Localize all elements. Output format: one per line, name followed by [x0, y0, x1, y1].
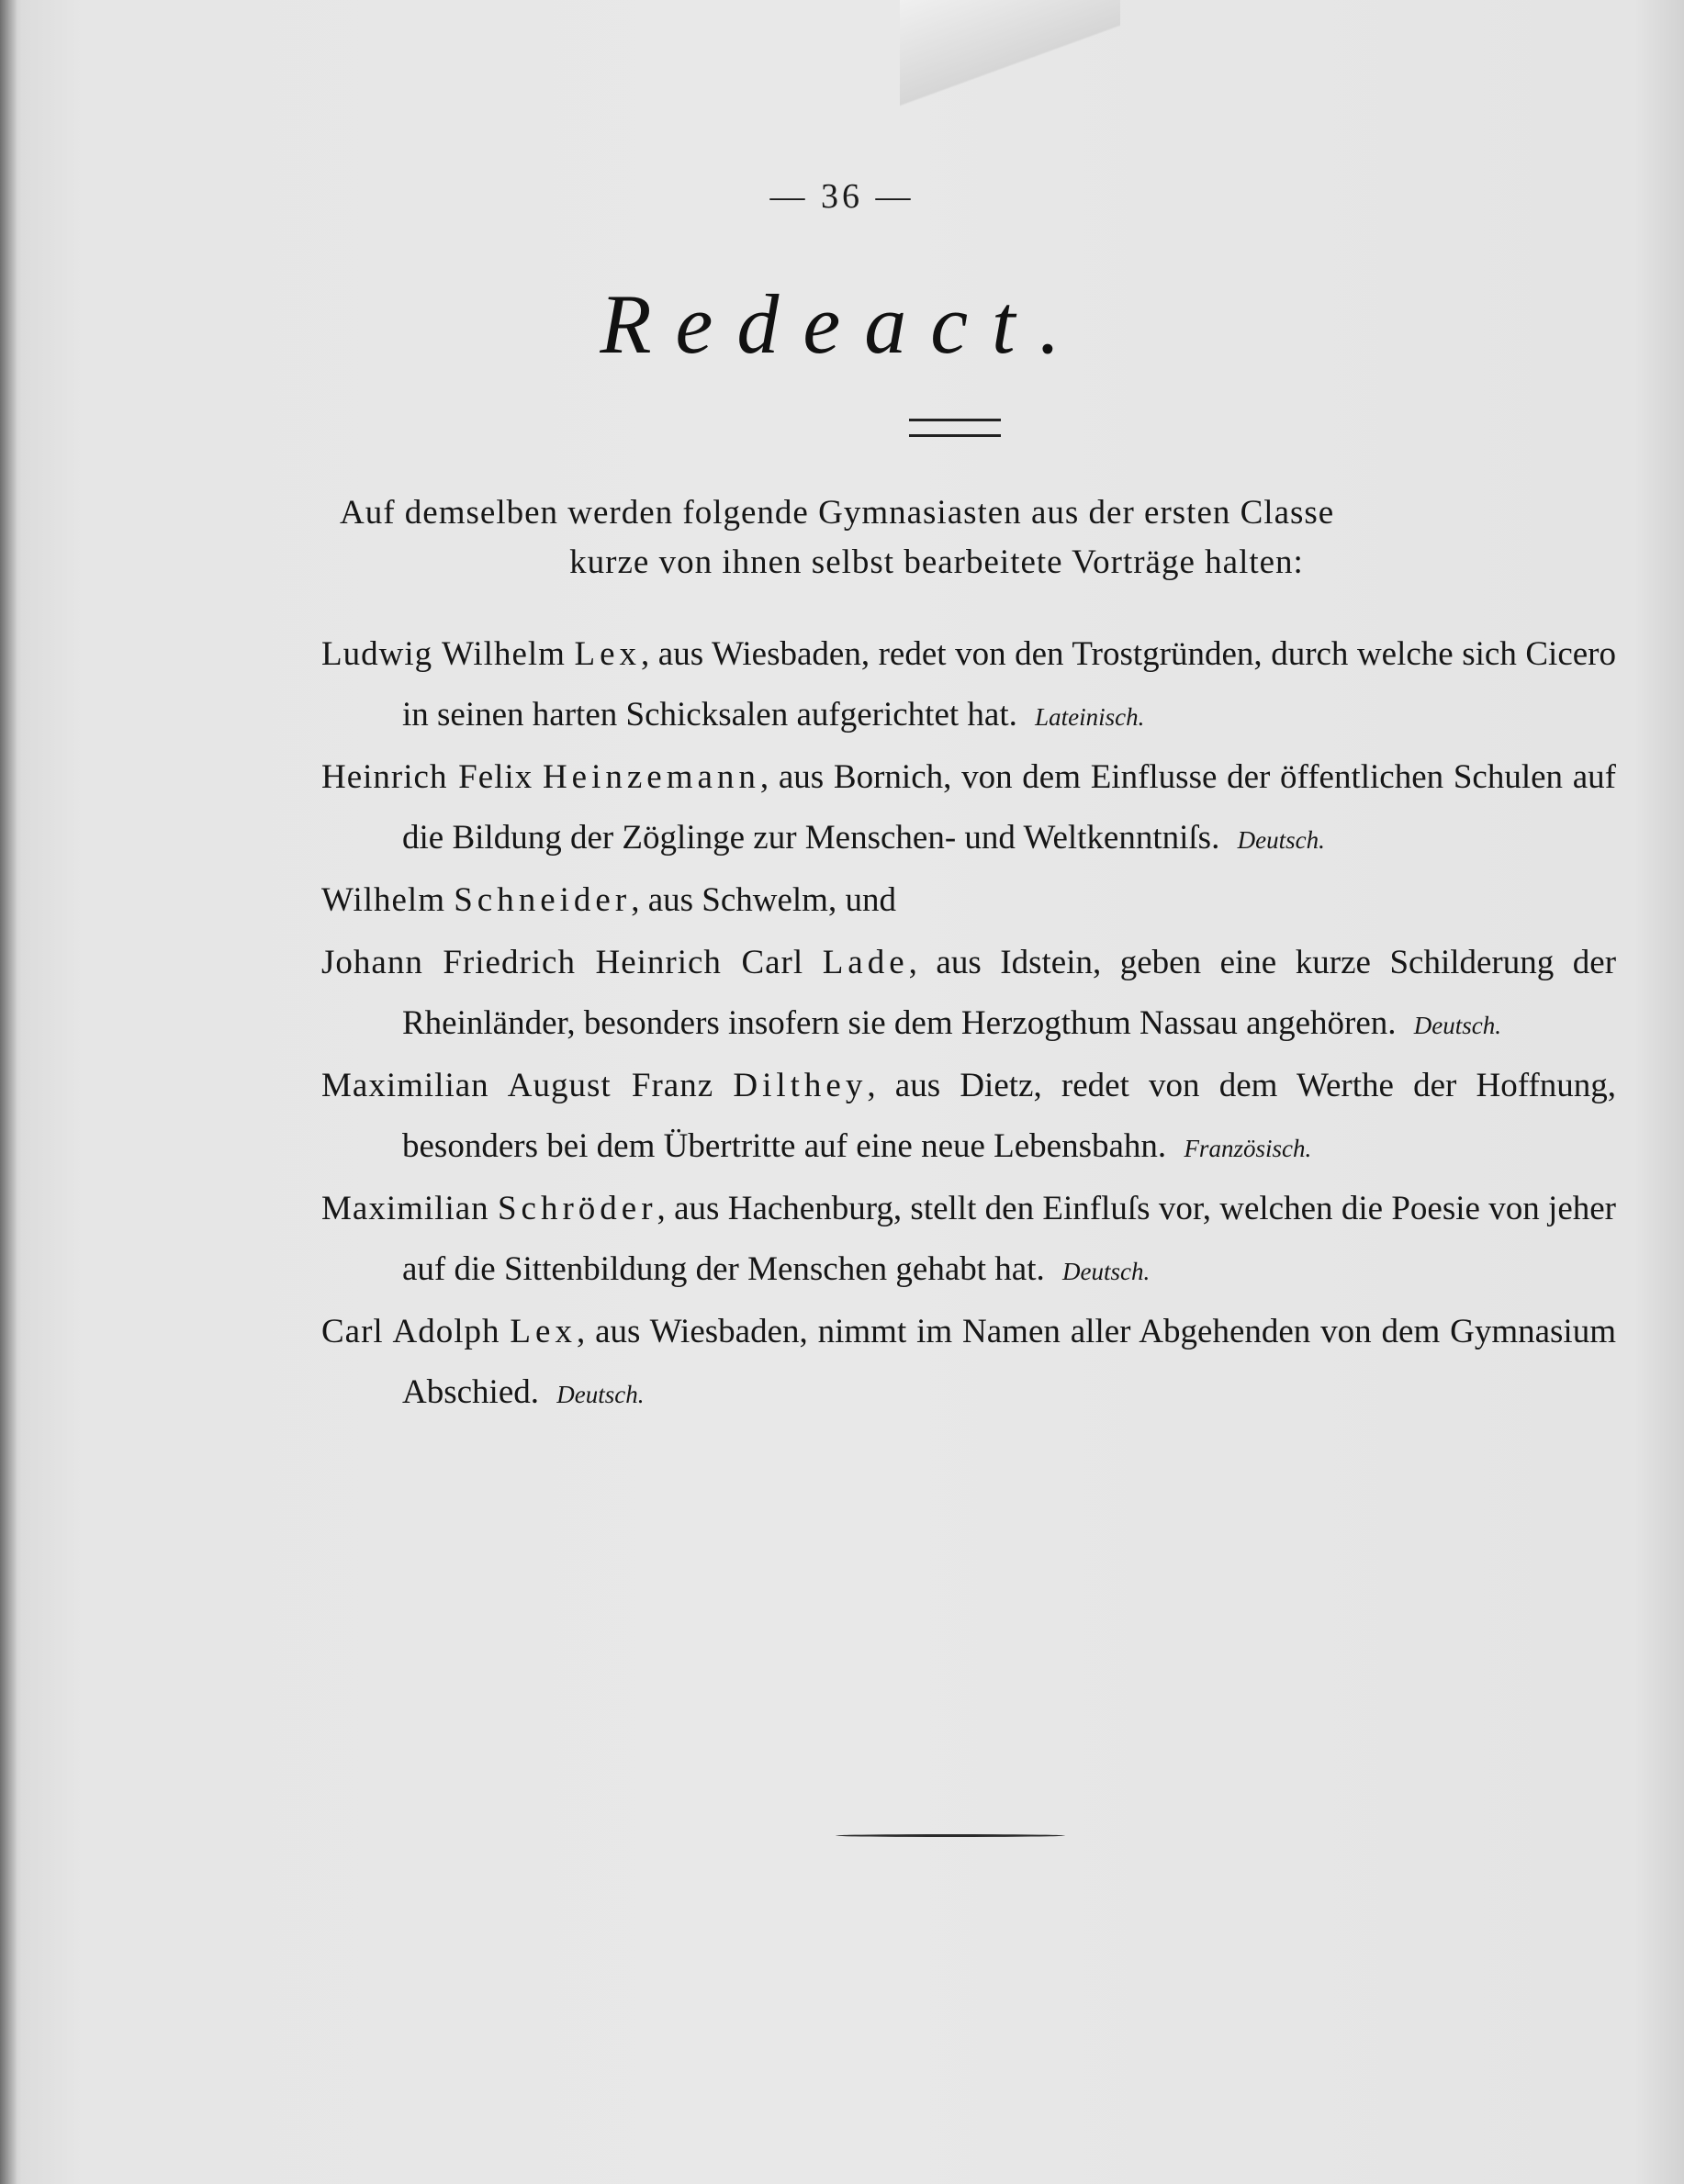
speech-description: , aus Wiesbaden, nimmt im Namen aller Abgehenden von dem Gymnasium Abschied.	[402, 1313, 1616, 1411]
speech-language: Lateinisch.	[1035, 703, 1145, 731]
speaker-surname: Lex	[574, 635, 641, 673]
speaker-given-names: Carl Adolph	[321, 1313, 500, 1350]
speech-description: , aus Wiesbaden, redet von den Trostgründen, durch welche sich Cicero in seinen harten Schicksalen aufgerichtet hat.	[402, 635, 1616, 734]
speaker-surname: Lade	[822, 944, 909, 981]
speech-description: , aus Dietz, redet von dem Werthe der Hoffnung, besonders bei dem Übertritte auf eine neue Lebensbahn.	[402, 1067, 1616, 1165]
speaker-surname: Lex	[510, 1313, 577, 1350]
speaker-given-names: Heinrich Felix	[321, 758, 533, 796]
speech-language: Deutsch.	[1413, 1012, 1501, 1039]
speech-description: , aus Idstein, geben eine kurze Schilderung der Rheinländer, besonders insofern sie dem Herzogthum Nassau angehören.	[402, 944, 1617, 1042]
speaker-given-names: Maximilian	[321, 1190, 489, 1227]
speaker-entry	[321, 870, 1616, 933]
speaker-entry	[321, 747, 1616, 870]
intro-line-2: kurze von ihnen selbst bearbeitete Vorträge halten:	[569, 543, 1304, 581]
intro-line-1: Auf demselben werden folgende Gymnasiasten aus der ersten Classe	[340, 494, 1335, 532]
speaker-entry	[321, 933, 1616, 1056]
speech-description: , aus Hachenburg, stellt den Einfluſs vor, welchen die Poesie von jeher auf die Sittenbildung der Menschen gehabt hat.	[402, 1190, 1617, 1288]
closing-rule	[836, 1834, 1065, 1837]
speaker-given-names: Maximilian August Franz	[321, 1067, 714, 1104]
speech-language: Französisch.	[1184, 1135, 1312, 1162]
speaker-entry	[321, 1302, 1616, 1425]
speaker-list	[321, 624, 1616, 1425]
speaker-surname: Schneider	[454, 881, 632, 919]
speaker-surname: Schröder	[497, 1190, 657, 1227]
speaker-given-names: Wilhelm	[321, 881, 445, 919]
speech-description: , aus Bornich, von dem Einflusse der öffentlichen Schulen auf die Bildung der Zöglinge zur Menschen- und Weltkenntniſs.	[402, 758, 1616, 857]
speaker-entry	[321, 1179, 1616, 1302]
page-number: — 36 —	[769, 177, 915, 216]
folded-corner	[900, 0, 1120, 110]
speaker-given-names: Johann Friedrich Heinrich Carl	[321, 944, 804, 981]
speaker-entry	[321, 1056, 1616, 1179]
speech-language: Deutsch.	[1061, 1258, 1151, 1285]
speaker-surname: Heinzemann	[542, 758, 760, 796]
speaker-surname: Dilthey	[733, 1067, 868, 1104]
intro-paragraph	[312, 488, 1616, 588]
speaker-entry	[321, 624, 1616, 747]
speech-description: , aus Schwelm, und	[631, 881, 896, 919]
page-title: Redeact.	[600, 277, 1084, 371]
speech-language: Deutsch.	[1237, 826, 1325, 854]
speech-language: Deutsch.	[556, 1381, 645, 1408]
speaker-given-names: Ludwig Wilhelm	[321, 635, 566, 673]
title-double-rule	[909, 419, 1001, 437]
